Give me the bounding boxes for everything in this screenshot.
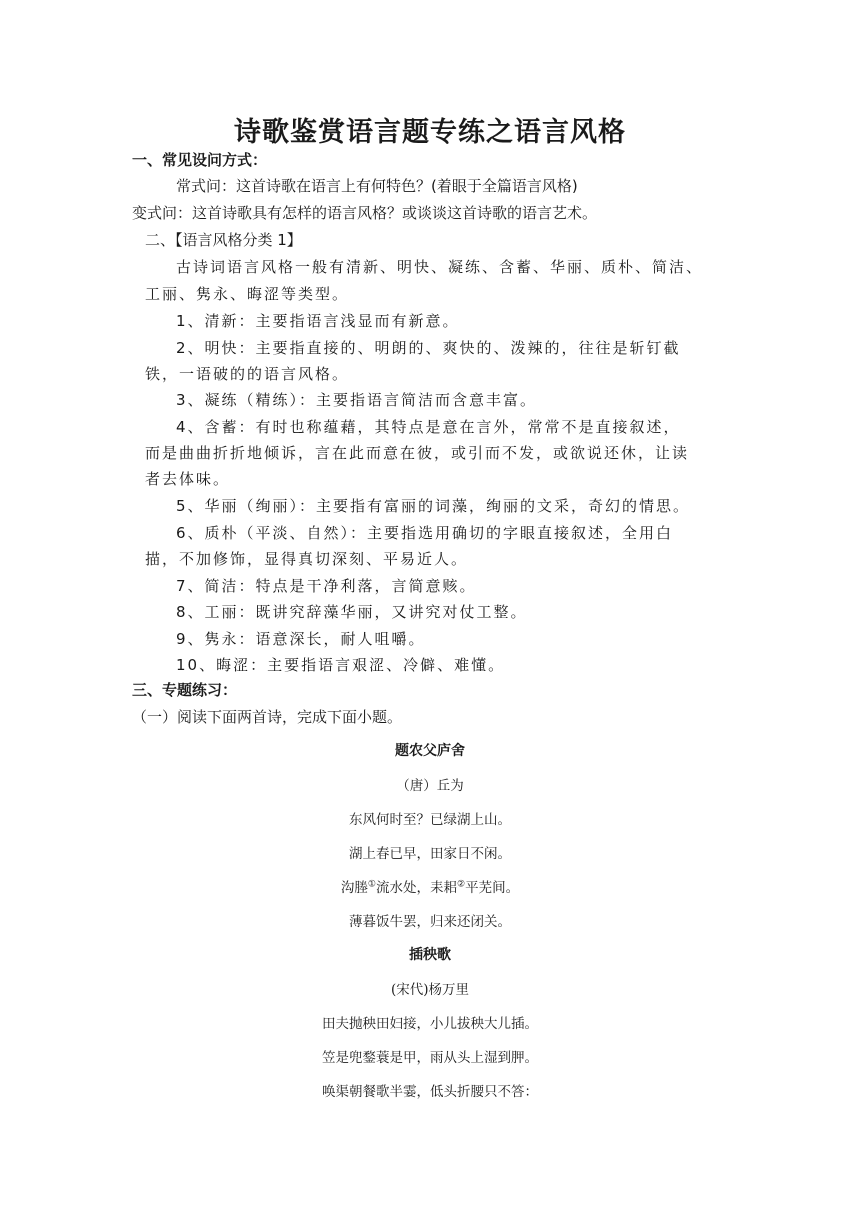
style-item-10: 10、晦涩：主要指语言艰涩、冷僻、难懂。 [176,656,506,674]
style-item-2-line-1: 2、明快：主要指直接的、明朗的、爽快的、泼辣的，往往是斩钉截 [176,339,681,357]
style-item-8: 8、工丽：既讲究辞藻华丽，又讲究对仗工整。 [176,603,528,621]
poem2-line-3: 唤渠朝餐歌半霎，低头折腰只不答： [322,1084,538,1100]
page-title: 诗歌鉴赏语言题专练之语言风格 [234,117,626,148]
poem1-line-2: 湖上春已早，田家日不闲。 [349,846,511,862]
style-item-6-line-2: 描，不加修饰，显得真切深刻、平易近人。 [145,550,469,568]
poem1-line-3-part-3: 平芜间。 [465,880,520,896]
poem1-title: 题农父庐舍 [395,743,465,759]
poem1-line-3-part-2: 流水处，耒耜 [376,880,457,896]
style-item-5: 5、华丽（绚丽）：主要指有富丽的词藻，绚丽的文采，奇幻的情思。 [176,497,691,515]
intro-line-2: 工丽、隽永、晦涩等类型。 [145,285,350,303]
poem1-line-1: 东风何时至？已绿湖上山。 [349,812,511,828]
poem2-line-2: 笠是兜鍪蓑是甲，雨从头上湿到胛。 [322,1050,538,1066]
style-item-4-line-2: 而是曲曲折折地倾诉，言在此而意在彼，或引而不发，或欲说还休，让读 [145,444,690,462]
style-item-6-line-1: 6、质朴（平淡、自然）：主要指选用确切的字眼直接叙述，全用白 [176,524,674,542]
style-item-9: 9、隽永：语意深长，耐人咀嚼。 [176,630,426,648]
poem1-line-4: 薄暮饭牛罢，归来还闭关。 [349,914,511,930]
style-item-4-line-3: 者去体味。 [145,470,231,488]
section1-heading: 一、常见设问方式： [132,151,268,169]
question-normal: 常式问：这首诗歌在语言上有何特色？(着眼于全篇语言风格) [176,177,578,195]
style-item-1: 1、清新：主要指语言浅显而有新意。 [176,312,460,330]
poem1-author: （唐）丘为 [396,778,464,794]
style-item-2-line-2: 铁，一语破的的语言风格。 [145,365,350,383]
question-variant: 变式问：这首诗歌具有怎样的语言风格？或谈谈这首诗歌的语言艺术。 [132,204,598,222]
poem2-title: 插秧歌 [409,947,451,963]
intro-line-1: 古诗词语言风格一般有清新、明快、凝练、含蓄、华丽、质朴、简洁、 [176,258,704,276]
poem2-line-1: 田夫抛秧田妇接，小儿拔秧大儿插。 [322,1016,538,1032]
style-item-3: 3、凝练（精练）：主要指语言简洁而含意丰富。 [176,391,538,409]
exercise-instruction: （一）阅读下面两首诗，完成下面小题。 [132,708,403,726]
poem1-line-3 [0,876,860,896]
poem2-author: (宋代)杨万里 [390,982,470,998]
footnote-marker-2: ② [457,879,466,890]
section2-heading: 二、【语言风格分类 1】 [145,231,302,249]
poem1-line-3-part-1: 沟塍 [340,880,368,896]
style-item-4-line-1: 4、含蓄：有时也称蕴藉，其特点是意在言外，常常不是直接叙述， [176,418,681,436]
footnote-marker-1: ① [367,879,376,890]
section3-heading: 三、专题练习： [132,681,238,699]
style-item-7: 7、简洁：特点是干净利落，言简意赅。 [176,577,477,595]
